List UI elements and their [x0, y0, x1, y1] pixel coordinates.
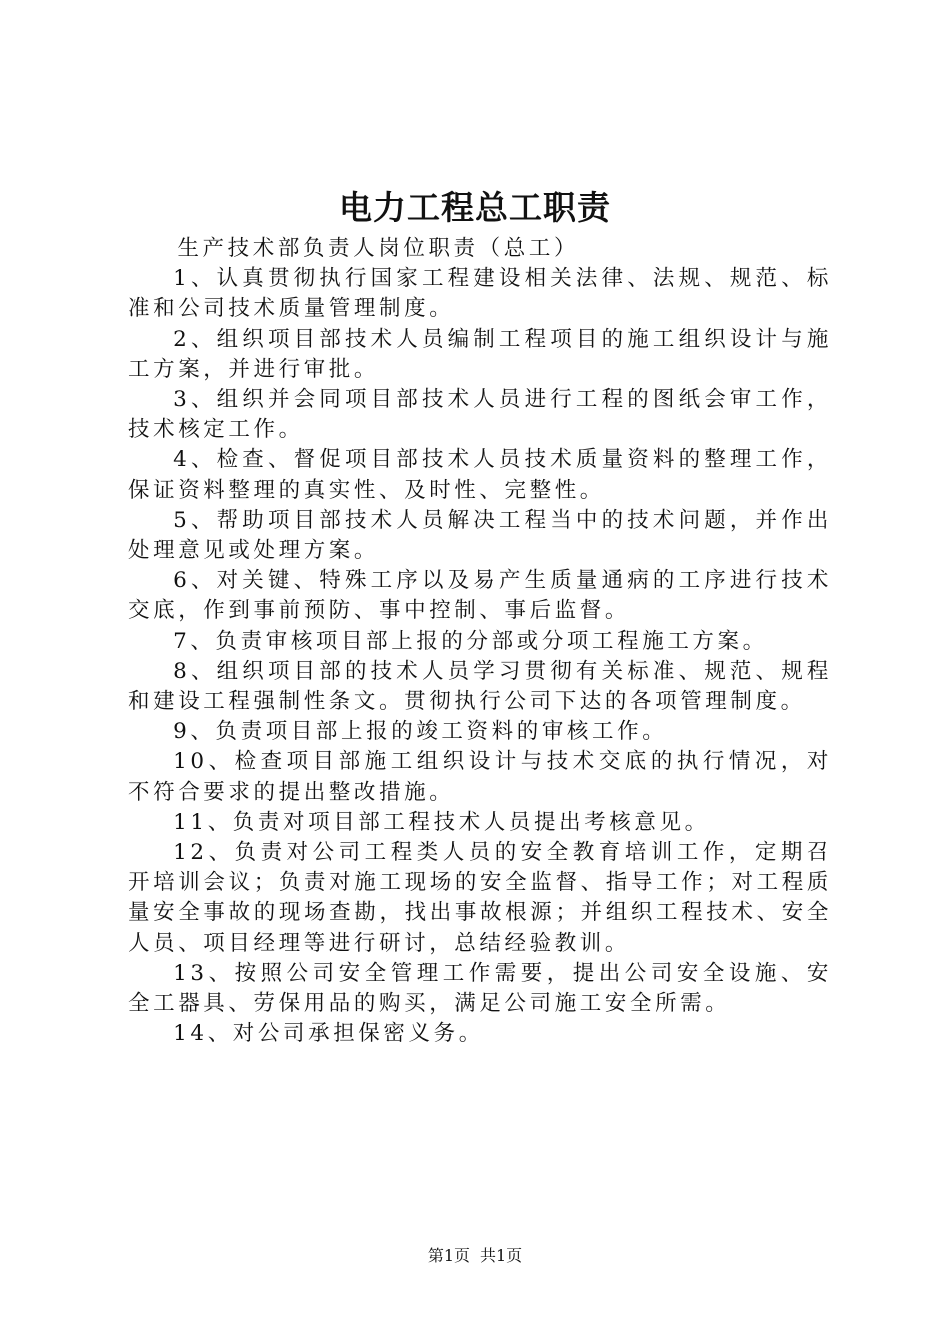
- duty-item-6: 6、对关键、特殊工序以及易产生质量通病的工序进行技术交底，作到事前预防、事中控制、事后监督。: [128, 568, 832, 624]
- duty-item-9: 9、负责项目部上报的竣工资料的审核工作。: [173, 719, 668, 745]
- duty-item-7: 7、负责审核项目部上报的分部或分项工程施工方案。: [173, 628, 768, 654]
- section-subtitle: 生产技术部负责人岗位职责（总工）: [177, 236, 580, 261]
- duty-item-11: 11、负责对项目部工程技术人员提出考核意见。: [173, 809, 710, 835]
- duty-item-3: 3、组织并会同项目部技术人员进行工程的图纸会审工作，技术核定工作。: [128, 387, 832, 443]
- duty-item-12: 12、负责对公司工程类人员的安全教育培训工作，定期召开培训会议；负责对施工现场的安全监督、指导工作；对工程质量安全事故的现场查勘，找出事故根源；并组织工程技术、安全人员、项目经理等进行研讨，总结经验教训。: [128, 840, 832, 956]
- duty-item-13: 13、按照公司安全管理工作需要，提出公司安全设施、安全工器具、劳保用品的购买，满足公司施工安全所需。: [128, 960, 832, 1017]
- duty-item-8: 8、组织项目部的技术人员学习贯彻有关标准、规范、规程和建设工程强制性条文。贯彻执行公司下达的各项管理制度。: [128, 658, 832, 715]
- total-pages: 共1页: [480, 1246, 523, 1265]
- page-title: 电力工程总工职责: [339, 188, 611, 227]
- document-body: [128, 234, 832, 1049]
- duty-item-2: 2、组织项目部技术人员编制工程项目的施工组织设计与施工方案，并进行审批。: [128, 326, 832, 382]
- duty-item-10: 10、检查项目部施工组织设计与技术交底的执行情况，对不符合要求的提出整改措施。: [128, 749, 832, 805]
- duty-item-5: 5、帮助项目部技术人员解决工程当中的技术问题，并作出处理意见或处理方案。: [128, 507, 832, 564]
- page-number: 第1页: [427, 1246, 470, 1265]
- duty-item-4: 4、检查、督促项目部技术人员技术质量资料的整理工作，保证资料整理的真实性、及时性、完整性。: [128, 447, 832, 503]
- page-footer: [0, 1244, 950, 1268]
- duty-item-14: 14、对公司承担保密义务。: [173, 1021, 484, 1047]
- duty-item-1: 1、认真贯彻执行国家工程建设相关法律、法规、规范、标准和公司技术质量管理制度。: [128, 266, 832, 322]
